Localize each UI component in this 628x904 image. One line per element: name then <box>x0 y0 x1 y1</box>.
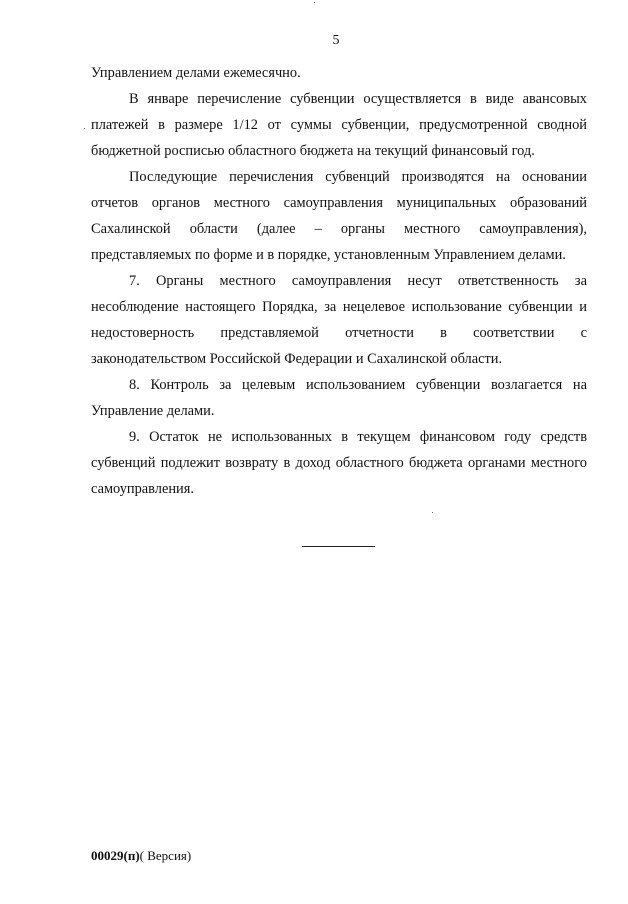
document-body <box>91 60 587 502</box>
scan-speck <box>84 128 85 129</box>
scan-speck <box>432 512 433 513</box>
paragraph-item-7: 7. Органы местного самоуправления несут ответственность за несоблюдение настоящего Порядка, за нецелевое использование субвенции и недостоверность представляемой отчетности в соответствии с законодательством Российской Федерации и Сахалинской области. <box>91 273 587 367</box>
paragraph-january-transfer: В январе перечисление субвенции осуществляется в виде авансовых платежей в размере 1/12 от суммы субвенции, предусмотренной сводной бюджетной росписью областного бюджета на текущий финансовый год. <box>91 91 587 159</box>
paragraph-continuation: Управлением делами ежемесячно. <box>91 65 301 81</box>
document-code: 00029(п) <box>91 848 140 863</box>
scan-speck <box>314 2 315 3</box>
closing-divider <box>302 546 375 547</box>
paragraph-subsequent-transfers: Последующие перечисления субвенций производятся на основании отчетов органов местного самоуправления муниципальных образований Сахалинской области (далее – органы местного самоуправления), представляемых по форме и в порядке, установленным Управлением делами. <box>91 169 587 263</box>
page-number: 5 <box>332 33 340 48</box>
paragraph-item-9: 9. Остаток не использованных в текущем финансовом году средств субвенций подлежит возврату в доход областного бюджета органами местного самоуправления. <box>91 429 587 497</box>
document-version: ( Версия) <box>139 848 192 863</box>
paragraph-item-8: 8. Контроль за целевым использованием субвенции возлагается на Управление делами. <box>91 377 587 419</box>
document-footer <box>91 848 191 864</box>
